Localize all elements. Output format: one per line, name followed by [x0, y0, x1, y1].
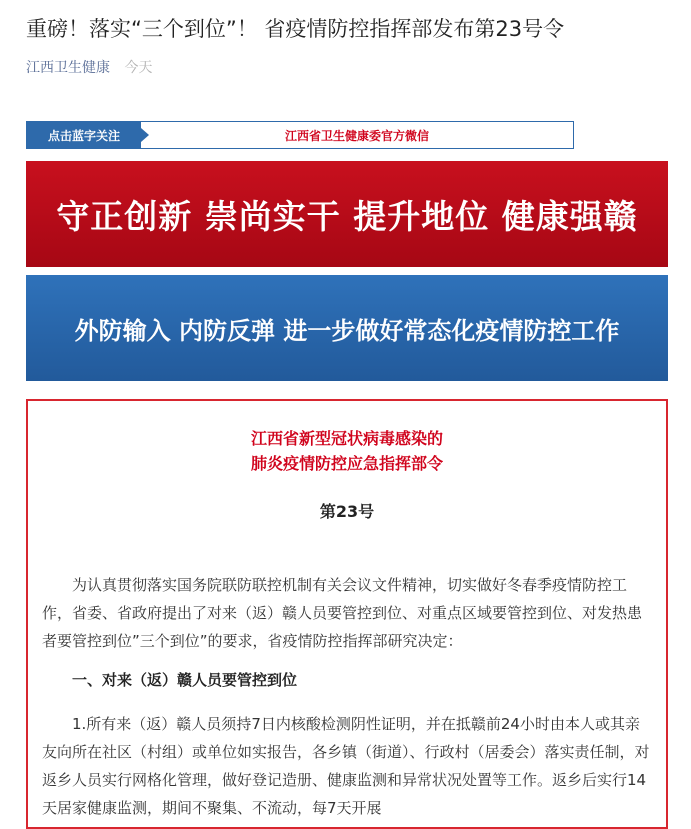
decree-title-line1: 江西省新型冠状病毒感染的 — [250, 429, 443, 448]
section-heading-1: 一、对来（返）赣人员要管控到位 — [72, 671, 298, 689]
account-name-link[interactable]: 江西卫生健康 — [26, 60, 110, 76]
slogan-banner-red: 守正创新 崇尚实干 提升地位 健康强赣 — [26, 161, 668, 267]
slogan-banner-blue: 外防输入 内防反弹 进一步做好常态化疫情防控工作 — [26, 275, 668, 381]
decree-intro-paragraph: 为认真贯彻落实国务院联防联控机制有关会议文件精神，切实做好冬春季疫情防控工作，省委、省政府提出了对来（返）赣人员要管控到位、对重点区域要管控到位、对发热患者要管控到位”三个到位”的要求，省疫情防控指挥部研究决定： — [42, 576, 643, 650]
official-account-name: 江西省卫生健康委官方微信 — [284, 128, 429, 143]
article-meta — [26, 57, 152, 77]
article-title: 重磅！落实“三个到位”！ 省疫情防控指挥部发布第23号令 — [26, 17, 565, 41]
decree-number: 第23号 — [319, 502, 375, 521]
follow-tag[interactable]: 点击蓝字关注 — [27, 122, 141, 148]
section-1-paragraph: 1.所有来（返）赣人员须持7日内核酸检测阴性证明，并在抵赣前24小时由本人或其亲友向所在社区（村组）或单位如实报告，各乡镇（街道）、行政村（居委会）落实责任制，对返乡人员实行网格化管理，做好登记造册、健康监测和异常状况处置等工作。返乡后实行14天居家健康监测，期间不聚集、不流动，每7天开展 — [42, 715, 650, 817]
decree-title — [28, 426, 666, 476]
decree-title-line2: 肺炎疫情防控应急指挥部令 — [250, 454, 443, 473]
decree-document — [26, 399, 668, 829]
publish-date: 今天 — [124, 60, 153, 76]
follow-bar[interactable] — [26, 121, 574, 149]
